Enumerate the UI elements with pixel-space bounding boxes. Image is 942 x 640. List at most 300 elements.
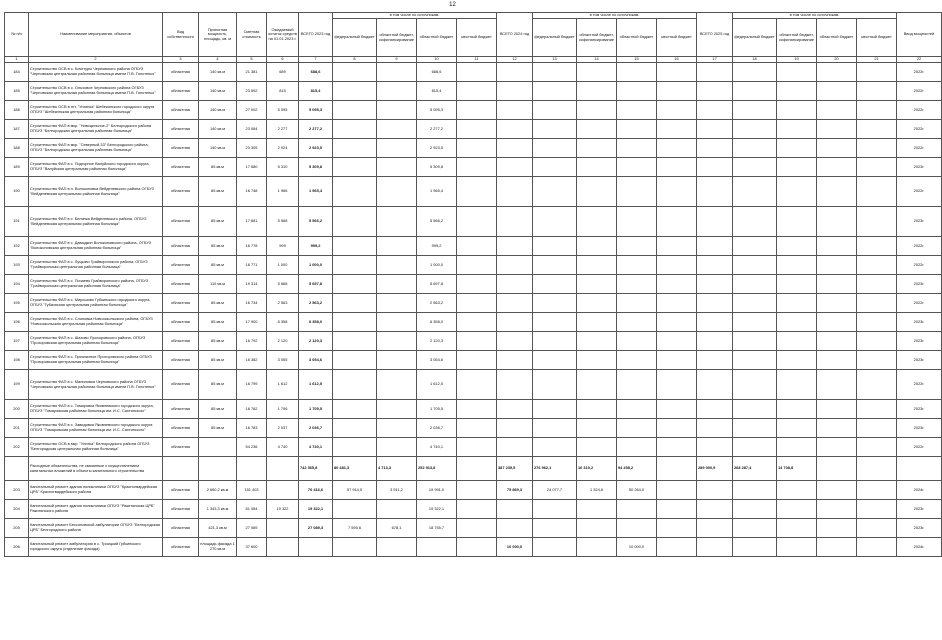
regional-cofin-2024	[577, 82, 617, 101]
federal-2023	[333, 207, 377, 237]
regional-cofin-2024	[577, 139, 617, 158]
local-2025	[857, 419, 897, 438]
local-2025	[857, 400, 897, 419]
regional-cofin-2023	[377, 275, 417, 294]
regional-cofin-2024	[577, 438, 617, 457]
estimated-cost: 81 084	[237, 500, 267, 519]
object-name: Строительство ФАП в мкр. "Северный-33" Белгородского района, ОГБУЗ "Белгородская центральная районная больница"	[29, 139, 163, 158]
regional-cofin-2024: 1 324,6	[577, 481, 617, 500]
estimated-cost: 54 236	[237, 438, 267, 457]
local-2024	[657, 313, 697, 332]
commission-year: 2022г.	[897, 82, 942, 101]
estimated-cost: 17 681	[237, 207, 267, 237]
federal-2024	[533, 400, 577, 419]
row-number: 188	[5, 139, 29, 158]
section-oblast-2024: 94 458,2	[617, 457, 657, 481]
federal-2024: 24 077,7	[533, 481, 577, 500]
regional-cofin-2023	[377, 237, 417, 256]
local-2025	[857, 351, 897, 370]
regional-cofin-2025	[777, 481, 817, 500]
oblast-2025	[817, 438, 857, 457]
federal-2024	[533, 139, 577, 158]
capacity: 85 кв.м	[199, 256, 237, 275]
row-number: 186	[5, 101, 29, 120]
regional-cofin-2024	[577, 256, 617, 275]
local-2024	[657, 158, 697, 177]
total-2023: 27 089,3	[299, 519, 333, 538]
capacity: 85 кв.м	[199, 237, 237, 256]
capacity	[199, 438, 237, 457]
regional-cofin-2025	[777, 294, 817, 313]
regional-cofin-2024	[577, 419, 617, 438]
estimated-cost: 151 403	[237, 481, 267, 500]
header-obl-2024: областной бюджет	[617, 19, 657, 57]
federal-2025	[733, 63, 777, 82]
commission-year: 2022г.	[897, 63, 942, 82]
row-number: 193	[5, 256, 29, 275]
regional-cofin-2024	[577, 237, 617, 256]
regional-cofin-2023: 3 511,2	[377, 481, 417, 500]
regional-cofin-2024	[577, 400, 617, 419]
oblast-2024	[617, 139, 657, 158]
object-name: Строительство ОСВ в пгт. "Углинка" Шебекинского городского округа ОГБУЗ "Шебекинская центральная районная больница"	[29, 101, 163, 120]
object-name: Строительство ФАП в с. Луцково Грайворонского района, ОГБУЗ "Грайворонская центральная районная больница"	[29, 256, 163, 275]
section-row-number	[5, 457, 29, 481]
oblast-2024	[617, 294, 657, 313]
federal-2024	[533, 101, 577, 120]
row-number: 198	[5, 351, 29, 370]
total-2024	[497, 332, 533, 351]
column-number: 10	[417, 57, 457, 63]
capacity: 140 кв.м	[199, 139, 237, 158]
oblast-2025	[817, 120, 857, 139]
local-2024	[657, 500, 697, 519]
local-2025	[857, 63, 897, 82]
regional-cofin-2024	[577, 275, 617, 294]
regional-cofin-2023	[377, 370, 417, 400]
total-2025	[697, 481, 733, 500]
federal-2023	[333, 120, 377, 139]
ownership: областная	[163, 177, 199, 207]
regional-cofin-2025	[777, 158, 817, 177]
total-2024	[497, 313, 533, 332]
regional-cofin-2025	[777, 275, 817, 294]
total-2023: 1 000,0	[299, 256, 333, 275]
total-2023	[299, 538, 333, 557]
estimated-cost: 23 084	[237, 120, 267, 139]
column-number: 14	[577, 57, 617, 63]
federal-2023: 57 914,5	[333, 481, 377, 500]
expected-remainder: 5 568	[267, 207, 299, 237]
row-number: 201	[5, 419, 29, 438]
table-body	[5, 63, 942, 557]
total-2023: 2 277,2	[299, 120, 333, 139]
expected-remainder: 1 966	[267, 177, 299, 207]
federal-2024	[533, 256, 577, 275]
federal-2023	[333, 313, 377, 332]
object-name: Строительство ФАП в с. Призначное Прохоровского района ОГБУЗ "Прохоровская центральная районная больница"	[29, 351, 163, 370]
section-object-name: Расходные обязательства, не связанные с осуществлением капитальных вложений в объекты капитального строительства	[29, 457, 163, 481]
table-row	[5, 237, 942, 256]
federal-2025	[733, 538, 777, 557]
estimated-cost: 27 002	[237, 101, 267, 120]
local-2024	[657, 481, 697, 500]
federal-2025	[733, 370, 777, 400]
expected-remainder: 6 358	[267, 313, 299, 332]
total-2025	[697, 82, 733, 101]
total-2023: 5 697,8	[299, 275, 333, 294]
ownership: областная	[163, 400, 199, 419]
total-2025	[697, 294, 733, 313]
local-2024	[657, 275, 697, 294]
commission-year: 2023г.	[897, 207, 942, 237]
object-name: Строительство ОСВ в с. Ольховое Черновского района ОГБУЗ "Черновская центральная районная больница имени П.В. Голотенко"	[29, 82, 163, 101]
oblast-2023: 2 277,2	[417, 120, 457, 139]
federal-2023: 7 595,6	[333, 519, 377, 538]
local-2024	[657, 400, 697, 419]
capacity: 85 кв.м	[199, 370, 237, 400]
commission-year: 2024г.	[897, 538, 942, 557]
table-row	[5, 400, 942, 419]
local-2024	[657, 332, 697, 351]
estimated-cost: 16 771	[237, 256, 267, 275]
row-number: 204	[5, 500, 29, 519]
column-number: 20	[817, 57, 857, 63]
regional-cofin-2023	[377, 400, 417, 419]
column-number: 8	[333, 57, 377, 63]
total-2024	[497, 370, 533, 400]
federal-2025	[733, 481, 777, 500]
header-capacity: Проектная мощность, площадь, кв. м	[199, 13, 237, 57]
object-name: Строительство ФАП в с. Завидовка Яковлевского городского округа ОГБУЗ "Томаровская районная больница им. И.С. Сахтинского"	[29, 419, 163, 438]
estimated-cost: 19 314	[237, 275, 267, 294]
row-number: 206	[5, 538, 29, 557]
estimated-cost: 23 592	[237, 82, 267, 101]
local-2023	[457, 500, 497, 519]
table-row	[5, 139, 942, 158]
object-name: Строительство ОСВ в с. Кочетуры Черновского района ОГБУЗ "Черновская центральная районная больница имени П.В. Голотенко"	[29, 63, 163, 82]
total-2025	[697, 139, 733, 158]
expected-remainder: 2 037	[267, 419, 299, 438]
federal-2023	[333, 256, 377, 275]
ownership: областная	[163, 481, 199, 500]
ownership: областная	[163, 101, 199, 120]
local-2023	[457, 419, 497, 438]
total-2024	[497, 419, 533, 438]
header-fed-2023: федеральный бюджет	[333, 19, 377, 57]
total-2023: 6 358,0	[299, 313, 333, 332]
regional-cofin-2023	[377, 294, 417, 313]
table-row	[5, 332, 942, 351]
ownership: областная	[163, 438, 199, 457]
federal-2024	[533, 370, 577, 400]
oblast-2024: 50 264,0	[617, 481, 657, 500]
oblast-2023: 1 965,4	[417, 177, 457, 207]
oblast-2024	[617, 332, 657, 351]
object-name: Строительство ФАП в с. Давыдкин Волоконовского района, ОГБУЗ "Волоконовская центральная районная больница"	[29, 237, 163, 256]
regional-cofin-2025	[777, 438, 817, 457]
local-2023	[457, 63, 497, 82]
ownership: областная	[163, 500, 199, 519]
oblast-2024	[617, 275, 657, 294]
header-no: № п/п	[5, 13, 29, 57]
federal-2023	[333, 139, 377, 158]
column-number: 5	[237, 57, 267, 63]
federal-2024	[533, 519, 577, 538]
federal-2023	[333, 370, 377, 400]
total-2024	[497, 101, 533, 120]
oblast-2025	[817, 158, 857, 177]
local-2023	[457, 158, 497, 177]
table-header	[5, 13, 942, 63]
total-2023: 2 923,5	[299, 139, 333, 158]
table-row	[5, 481, 942, 500]
federal-2023	[333, 400, 377, 419]
commission-year: 2023г.	[897, 158, 942, 177]
regional-cofin-2023	[377, 139, 417, 158]
oblast-2025	[817, 400, 857, 419]
oblast-2023: 5 697,8	[417, 275, 457, 294]
column-number: 21	[857, 57, 897, 63]
local-2023	[457, 351, 497, 370]
header-cost: Сметная стоимость	[237, 13, 267, 57]
total-2024	[497, 177, 533, 207]
row-number: 199	[5, 370, 29, 400]
regional-cofin-2025	[777, 177, 817, 207]
federal-2024	[533, 294, 577, 313]
regional-cofin-2025	[777, 82, 817, 101]
federal-2024	[533, 82, 577, 101]
header-loc-2025: местный бюджет	[857, 19, 897, 57]
regional-cofin-2024	[577, 120, 617, 139]
total-2025	[697, 120, 733, 139]
object-name: Строительство ФАП в с. Почаево Грайворонского района, ОГБУЗ "Грайворонская центральная районная больница"	[29, 275, 163, 294]
column-number: 16	[657, 57, 697, 63]
commission-year: 2022г.	[897, 101, 942, 120]
capacity: 110 кв.м	[199, 275, 237, 294]
federal-2025	[733, 158, 777, 177]
regional-cofin-2025	[777, 256, 817, 275]
regional-cofin-2025	[777, 519, 817, 538]
capacity: 2 660,2 кв.м	[199, 481, 237, 500]
total-2023: 1 612,5	[299, 370, 333, 400]
total-2025	[697, 351, 733, 370]
capacity: 85 кв.м	[199, 207, 237, 237]
ownership: областная	[163, 120, 199, 139]
total-2024: 75 869,3	[497, 481, 533, 500]
table-row	[5, 313, 942, 332]
section-local-2023	[457, 457, 497, 481]
local-2025	[857, 275, 897, 294]
regional-cofin-2025	[777, 101, 817, 120]
regional-cofin-2023	[377, 256, 417, 275]
estimated-cost: 16 762	[237, 400, 267, 419]
federal-2024	[533, 538, 577, 557]
total-2023: 76 416,6	[299, 481, 333, 500]
total-2024	[497, 82, 533, 101]
local-2024	[657, 207, 697, 237]
ownership: областная	[163, 351, 199, 370]
local-2023	[457, 207, 497, 237]
local-2024	[657, 419, 697, 438]
regional-cofin-2024	[577, 177, 617, 207]
regional-cofin-2023	[377, 63, 417, 82]
local-2025	[857, 256, 897, 275]
ownership: областная	[163, 294, 199, 313]
commission-year: 2022г.	[897, 177, 942, 207]
oblast-2024: 10 000,0	[617, 538, 657, 557]
federal-2025	[733, 237, 777, 256]
oblast-2025	[817, 294, 857, 313]
regional-cofin-2023	[377, 177, 417, 207]
estimated-cost: 16 799	[237, 370, 267, 400]
expected-remainder: 2 563	[267, 294, 299, 313]
oblast-2025	[817, 82, 857, 101]
table-row	[5, 419, 942, 438]
local-2025	[857, 519, 897, 538]
table-row	[5, 207, 942, 237]
oblast-2025	[817, 419, 857, 438]
row-number: 203	[5, 481, 29, 500]
table-row	[5, 294, 942, 313]
estimated-cost: 16 783	[237, 419, 267, 438]
total-2024	[497, 256, 533, 275]
local-2023	[457, 120, 497, 139]
federal-2024	[533, 63, 577, 82]
expected-remainder: 1 706	[267, 400, 299, 419]
commission-year: 2022г.	[897, 438, 942, 457]
local-2024	[657, 101, 697, 120]
table-row	[5, 177, 942, 207]
estimated-cost: 16 778	[237, 237, 267, 256]
object-name: Строительство ФАП в с. Шахово Прохоровского района, ОГБУЗ "Прохоровская центральная районная больница"	[29, 332, 163, 351]
federal-2025	[733, 400, 777, 419]
row-number: 184	[5, 63, 29, 82]
regional-cofin-2024	[577, 158, 617, 177]
ownership: областная	[163, 370, 199, 400]
commission-year: 2022г.	[897, 370, 942, 400]
expected-remainder: 5 668	[267, 275, 299, 294]
expected-remainder: 2 277	[267, 120, 299, 139]
section-regional-cofin-2023: 4 713,3	[377, 457, 417, 481]
regional-cofin-2024	[577, 351, 617, 370]
expected-remainder: 5 310	[267, 158, 299, 177]
capacity: 140 кв.м	[199, 120, 237, 139]
total-2023: 815,4	[299, 82, 333, 101]
total-2025	[697, 400, 733, 419]
regional-cofin-2024	[577, 101, 617, 120]
local-2023	[457, 370, 497, 400]
oblast-2023: 999,2	[417, 237, 457, 256]
federal-2023	[333, 419, 377, 438]
row-number: 194	[5, 275, 29, 294]
federal-2024	[533, 207, 577, 237]
section-federal-2023: 80 481,3	[333, 457, 377, 481]
estimated-cost: 17 900	[237, 313, 267, 332]
table-row	[5, 158, 942, 177]
capacity: 85 кв.м	[199, 351, 237, 370]
oblast-2024	[617, 351, 657, 370]
local-2023	[457, 177, 497, 207]
total-2025	[697, 438, 733, 457]
table-row	[5, 63, 942, 82]
commission-year: 2022г.	[897, 120, 942, 139]
object-name: Строительство ФАП в п. Волоконовка Вейделевского района ОГБУЗ "Вейделевская центральная районная больница"	[29, 177, 163, 207]
oblast-2023: 19 322,1	[417, 500, 457, 519]
regional-cofin-2023	[377, 332, 417, 351]
section-regional-cofin-2024: 16 310,2	[577, 457, 617, 481]
estimated-cost: 17 680	[237, 158, 267, 177]
local-2023	[457, 313, 497, 332]
estimated-cost: 23 305	[237, 139, 267, 158]
federal-2023	[333, 177, 377, 207]
header-reg-2023: областной бюджет, софинансирование	[377, 19, 417, 57]
federal-2023	[333, 158, 377, 177]
capacity: 140 кв.м	[199, 63, 237, 82]
ownership: областная	[163, 82, 199, 101]
ownership: областная	[163, 237, 199, 256]
total-2023: 5 309,8	[299, 158, 333, 177]
oblast-2023: 688,6	[417, 63, 457, 82]
oblast-2025	[817, 139, 857, 158]
regional-cofin-2025	[777, 63, 817, 82]
estimated-cost: 16 382	[237, 351, 267, 370]
total-2023: 1 705,5	[299, 400, 333, 419]
table-row	[5, 351, 942, 370]
oblast-2025	[817, 313, 857, 332]
commission-year: 2023г.	[897, 332, 942, 351]
object-name: Капитальный ремонт здания поликлиники ОГБУЗ "Красногвардейская ЦРБ" Красногвардейского района	[29, 481, 163, 500]
total-2023: 2 563,2	[299, 294, 333, 313]
local-2025	[857, 313, 897, 332]
ownership: областная	[163, 519, 199, 538]
regional-cofin-2023	[377, 351, 417, 370]
table-row	[5, 275, 942, 294]
header-total-2025: ВСЕГО 2025 год	[697, 13, 733, 57]
local-2025	[857, 294, 897, 313]
local-2025	[857, 237, 897, 256]
table-row	[5, 82, 942, 101]
ownership: областная	[163, 63, 199, 82]
capacity: 85 кв.м	[199, 419, 237, 438]
total-2025	[697, 207, 733, 237]
header-commission: Ввод мощностей	[897, 13, 942, 57]
local-2025	[857, 481, 897, 500]
total-2023: 2 120,3	[299, 332, 333, 351]
section-oblast-2025	[817, 457, 857, 481]
local-2023	[457, 82, 497, 101]
regional-cofin-2025	[777, 313, 817, 332]
oblast-2023: 5 309,8	[417, 158, 457, 177]
expected-remainder	[267, 481, 299, 500]
oblast-2024	[617, 237, 657, 256]
regional-cofin-2025	[777, 332, 817, 351]
object-name: Капитальный ремонт здания поликлиники ОГБУЗ "Ракитянская ЦРБ" Ракитянского района	[29, 500, 163, 519]
local-2025	[857, 139, 897, 158]
object-name: Капитальный ремонт Бессоновской амбулатории ОГБУЗ "Белгородская ЦРБ" Белгородского района	[29, 519, 163, 538]
total-2025	[697, 101, 733, 120]
oblast-2025	[817, 256, 857, 275]
oblast-2024	[617, 101, 657, 120]
federal-2023	[333, 63, 377, 82]
ownership: областная	[163, 332, 199, 351]
federal-2025	[733, 500, 777, 519]
local-2024	[657, 237, 697, 256]
estimated-cost: 37 600	[237, 538, 267, 557]
capacity: 421,3 кв.м	[199, 519, 237, 538]
row-number: 190	[5, 177, 29, 207]
oblast-2024	[617, 207, 657, 237]
